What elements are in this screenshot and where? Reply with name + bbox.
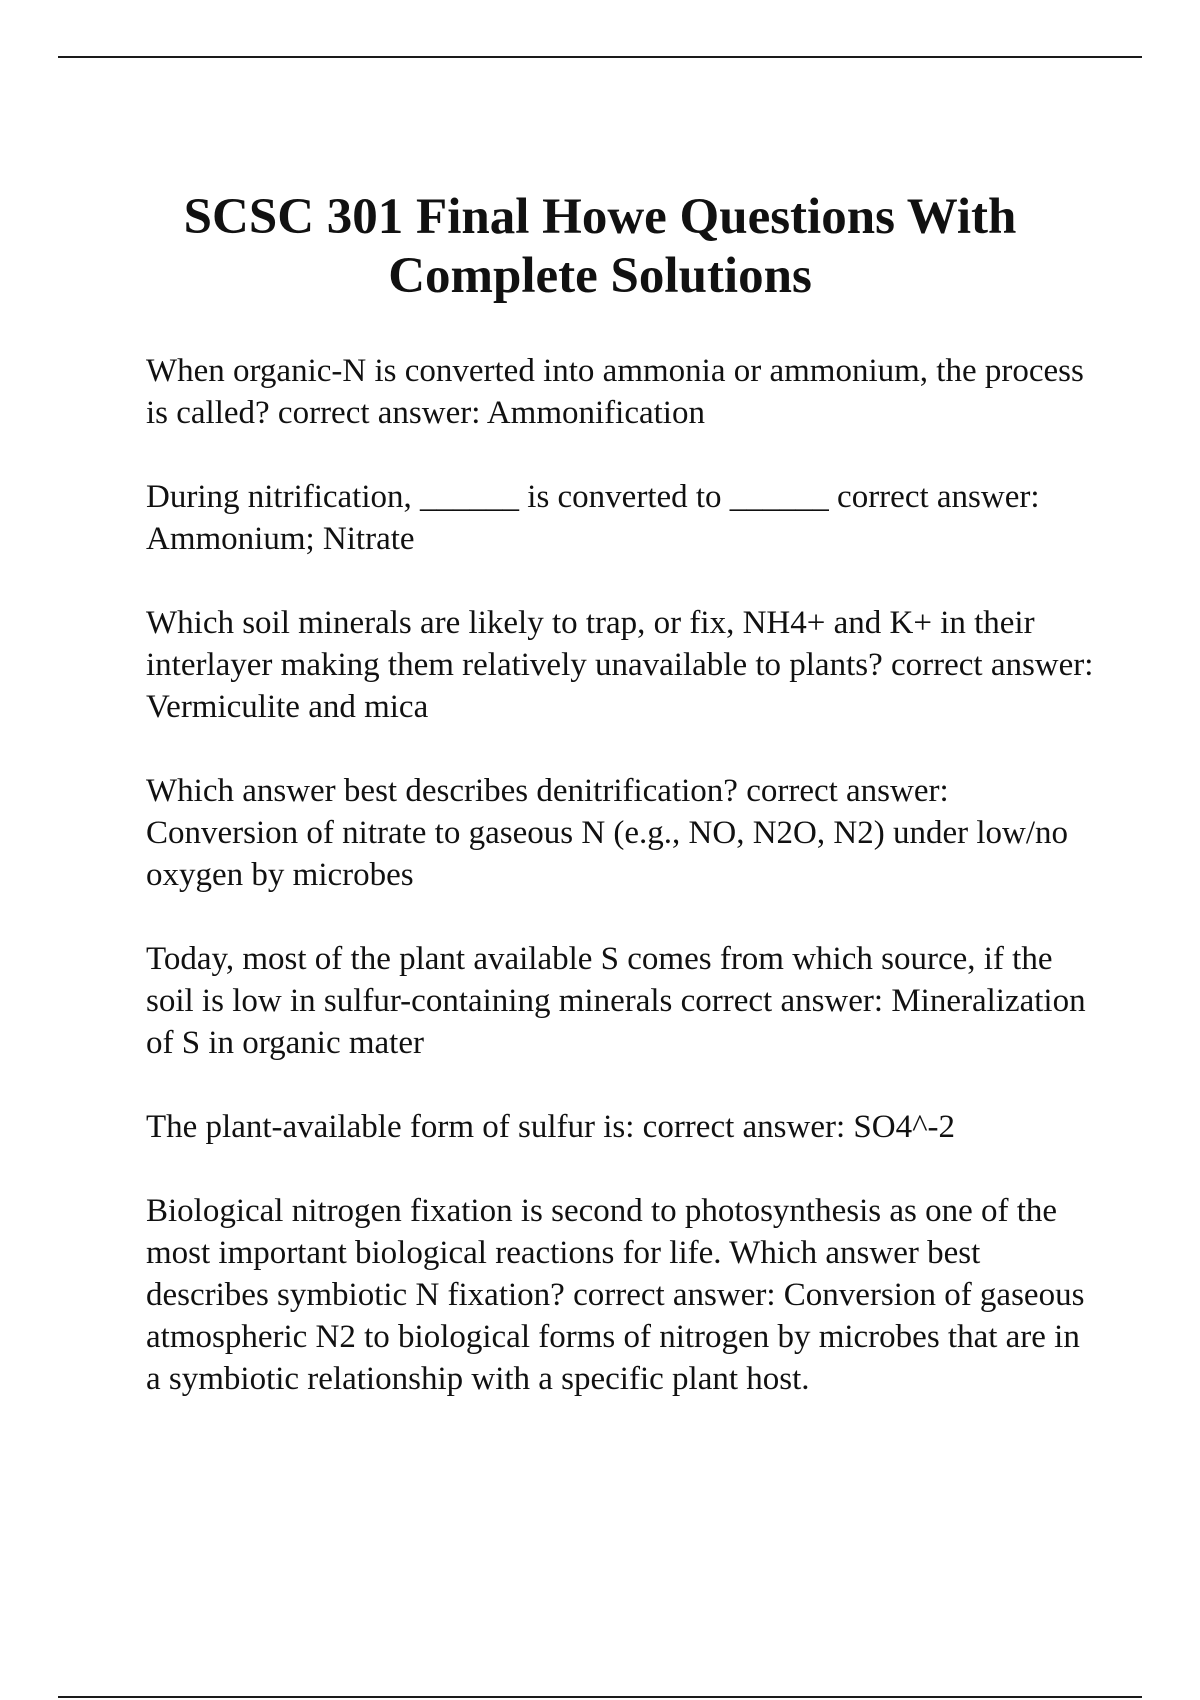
question-answer-item: Biological nitrogen fixation is second to photosynthesis as one of the most important biological reactions for life. Which answer best describes symbiotic N fixation? correct answer: Conversion of gaseous atmospheric N2 to biological forms of nitrogen by microbes that are in a symbiotic relationship with a specific plant host. [146, 1193, 1085, 1397]
question-answer-item: When organic-N is converted into ammonia or ammonium, the process is called? correct answer: Ammonification [146, 353, 1084, 431]
question-answer-item: Today, most of the plant available S comes from which source, if the soil is low in sulfur-containing minerals correct answer: Mineralization of S in organic mater [146, 941, 1086, 1061]
question-list [146, 350, 1098, 1442]
question-answer-item: Which answer best describes denitrification? correct answer: Conversion of nitrate to gaseous N (e.g., NO, N2O, N2) under low/no oxygen by microbes [146, 773, 1069, 893]
question-answer-item: During nitrification, ______ is converted to ______ correct answer: Ammonium; Nitrate [146, 479, 1040, 557]
bottom-divider [58, 1696, 1142, 1698]
top-divider [58, 56, 1142, 58]
question-answer-item: Which soil minerals are likely to trap, or fix, NH4+ and K+ in their interlayer making them relatively unavailable to plants? correct answer: Vermiculite and mica [146, 605, 1094, 725]
question-answer-item: The plant-available form of sulfur is: correct answer: SO4^-2 [146, 1109, 956, 1145]
document-title: SCSC 301 Final Howe Questions With Complete Solutions [183, 189, 1017, 304]
